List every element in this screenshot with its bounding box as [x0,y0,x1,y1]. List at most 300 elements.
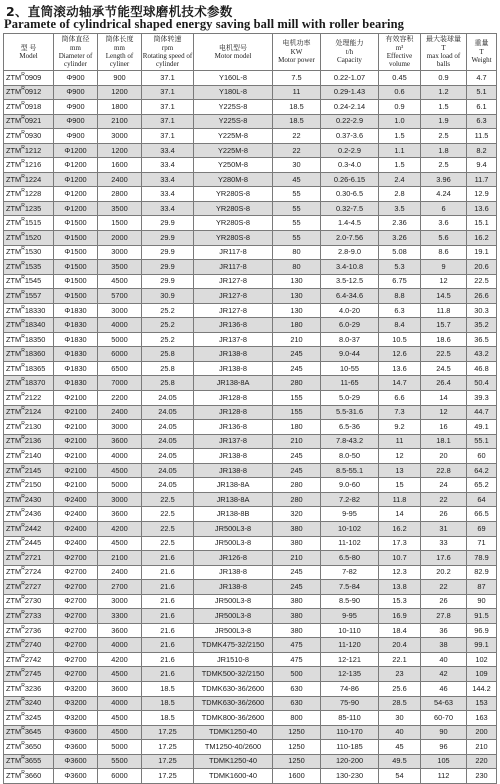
ball-load-cell: 22 [421,492,467,507]
speed-cell: 25.8 [142,376,194,391]
motor-power-cell: 280 [273,376,321,391]
table-row [4,463,497,478]
weight-cell: 9.4 [467,158,497,173]
model-superscript: R [21,479,25,486]
speed-cell: 17.25 [142,769,194,784]
column-header [273,34,321,71]
model-prefix: ZTM [6,567,22,577]
motor-model-cell: Y225S-8 [194,100,273,115]
model-prefix: ZTM [6,378,22,388]
model-prefix: ZTM [6,130,22,140]
table-row [4,449,497,464]
motor-power-cell: 475 [273,638,321,653]
length-cell: 2200 [98,391,142,406]
weight-cell: 65.2 [467,478,497,493]
table-row [4,754,497,769]
column-header-cn: 重量 [474,39,489,48]
column-header-en: Motor power [278,56,315,65]
weight-cell: 64 [467,492,497,507]
length-cell: 4000 [98,449,142,464]
model-prefix: ZTM [6,247,22,257]
ball-load-cell: 96 [421,740,467,755]
volume-cell: 2.8 [379,187,421,202]
diameter-cell: Φ1200 [54,172,98,187]
speed-cell: 25.2 [142,332,194,347]
diameter-cell: Φ1830 [54,376,98,391]
diameter-cell: Φ1830 [54,347,98,362]
capacity-cell: 6.5-80 [321,551,379,566]
ball-load-cell: 1.5 [421,100,467,115]
motor-power-cell: 380 [273,609,321,624]
model-cell [4,580,54,595]
column-header [321,34,379,71]
motor-model-cell: JR127-8 [194,303,273,318]
volume-cell: 49.5 [379,754,421,769]
table-row [4,274,497,289]
column-header-cn: 有效容积 [385,35,414,44]
volume-cell: 1.0 [379,114,421,129]
motor-model-cell: Y225M-8 [194,129,273,144]
length-cell: 3600 [98,507,142,522]
ball-load-cell: 4.24 [421,187,467,202]
motor-power-cell: 130 [273,303,321,318]
model-superscript: R [21,115,25,122]
length-cell: 3000 [98,594,142,609]
volume-cell: 12.6 [379,347,421,362]
ball-load-cell: 3.6 [421,216,467,231]
motor-model-cell: TDMK1250-40 [194,754,273,769]
diameter-cell: Φ900 [54,100,98,115]
model-superscript: R [21,275,25,282]
capacity-cell: 0.22-1.07 [321,71,379,86]
ball-load-cell: 1.2 [421,85,467,100]
volume-cell: 2.4 [379,172,421,187]
model-cell [4,289,54,304]
model-cell [4,245,54,260]
length-cell: 2100 [98,114,142,129]
model-number: 1235 [24,203,42,213]
table-row [4,696,497,711]
capacity-cell: 0.2-2.9 [321,143,379,158]
model-prefix: ZTM [6,160,22,170]
length-cell: 5000 [98,740,142,755]
volume-cell: 9.2 [379,420,421,435]
length-cell: 6000 [98,347,142,362]
length-cell: 3300 [98,609,142,624]
column-header-unit: KW [290,47,303,56]
model-number: 2122 [24,392,42,402]
ball-load-cell: 22.8 [421,463,467,478]
column-header-cn: 最大装球量 [426,35,461,44]
capacity-cell: 8.5-55.1 [321,463,379,478]
speed-cell: 25.2 [142,303,194,318]
motor-power-cell: 180 [273,318,321,333]
model-prefix: ZTM [6,669,22,679]
diameter-cell: Φ2400 [54,507,98,522]
length-cell: 4500 [98,536,142,551]
volume-cell: 13.8 [379,580,421,595]
motor-power-cell: 380 [273,594,321,609]
table-header-row [4,34,497,71]
model-superscript: R [21,377,25,384]
motor-model-cell: JR136-8 [194,318,273,333]
table-row [4,623,497,638]
length-cell: 4500 [98,667,142,682]
table-row [4,536,497,551]
title-english: Paramete of cylindrical shaped energy saving ball mill with roller bearing [4,17,404,31]
volume-cell: 8.8 [379,289,421,304]
weight-cell: 36.5 [467,332,497,347]
volume-cell: 16.2 [379,521,421,536]
diameter-cell: Φ1830 [54,303,98,318]
model-cell [4,347,54,362]
capacity-cell: 10-55 [321,361,379,376]
capacity-cell: 110-170 [321,725,379,740]
motor-power-cell: 22 [273,129,321,144]
ball-load-cell: 14.5 [421,289,467,304]
length-cell: 3600 [98,681,142,696]
volume-cell: 10.5 [379,332,421,347]
weight-cell: 210 [467,740,497,755]
model-cell [4,318,54,333]
volume-cell: 13.6 [379,361,421,376]
motor-power-cell: 130 [273,274,321,289]
column-header-en: Capacity [337,56,362,65]
model-cell [4,405,54,420]
volume-cell: 30 [379,711,421,726]
model-number: 2727 [24,581,42,591]
diameter-cell: Φ3200 [54,696,98,711]
length-cell: 5700 [98,289,142,304]
volume-cell: 23 [379,667,421,682]
length-cell: 3000 [98,303,142,318]
table-row [4,347,497,362]
speed-cell: 24.05 [142,463,194,478]
weight-cell: 82.9 [467,565,497,580]
volume-cell: 14 [379,507,421,522]
volume-cell: 28.5 [379,696,421,711]
model-cell [4,143,54,158]
motor-power-cell: 180 [273,420,321,435]
model-cell [4,420,54,435]
diameter-cell: Φ3600 [54,725,98,740]
model-prefix: ZTM [6,450,22,460]
model-cell [4,507,54,522]
model-number: 18370 [24,378,46,388]
model-cell [4,565,54,580]
capacity-cell: 7.5-84 [321,580,379,595]
diameter-cell: Φ1200 [54,201,98,216]
weight-cell: 4.7 [467,71,497,86]
diameter-cell: Φ2100 [54,391,98,406]
length-cell: 1200 [98,85,142,100]
capacity-cell: 10-110 [321,623,379,638]
model-prefix: ZTM [6,771,22,781]
column-header [54,34,98,71]
motor-model-cell: JR500L3-8 [194,594,273,609]
ball-load-cell: 1.8 [421,143,467,158]
volume-cell: 2.36 [379,216,421,231]
table-row [4,594,497,609]
model-prefix: ZTM [6,756,22,766]
model-superscript: R [21,624,25,631]
speed-cell: 22.5 [142,507,194,522]
weight-cell: 8.2 [467,143,497,158]
model-prefix: ZTM [6,538,22,548]
column-header-unit: mm [70,43,81,52]
speed-cell: 22.5 [142,492,194,507]
weight-cell: 69 [467,521,497,536]
motor-model-cell: YR280S-8 [194,216,273,231]
weight-cell: 11.5 [467,129,497,144]
weight-cell: 6.1 [467,100,497,115]
ball-load-cell: 54-63 [421,696,467,711]
length-cell: 3000 [98,245,142,260]
ball-load-cell: 20.2 [421,565,467,580]
model-cell [4,521,54,536]
motor-power-cell: 45 [273,172,321,187]
model-superscript: R [21,246,25,253]
volume-cell: 40 [379,725,421,740]
table-row [4,143,497,158]
capacity-cell: 0.37-3.6 [321,129,379,144]
length-cell: 5000 [98,332,142,347]
table-row [4,478,497,493]
length-cell: 4200 [98,652,142,667]
model-cell [4,260,54,275]
volume-cell: 6.6 [379,391,421,406]
speed-cell: 33.4 [142,172,194,187]
diameter-cell: Φ2400 [54,521,98,536]
diameter-cell: Φ1500 [54,274,98,289]
model-prefix: ZTM [6,654,22,664]
model-number: 0912 [24,87,42,97]
ball-load-cell: 5.6 [421,231,467,246]
capacity-cell: 7.2-82 [321,492,379,507]
model-prefix: ZTM [6,741,22,751]
model-superscript: R [21,260,25,267]
motor-power-cell: 155 [273,391,321,406]
model-prefix: ZTM [6,218,22,228]
table-row [4,638,497,653]
model-superscript: R [21,537,25,544]
model-number: 0921 [24,116,42,126]
motor-model-cell: TDMK1600-40 [194,769,273,784]
model-number: 18365 [24,363,46,373]
motor-model-cell: YR280S-8 [194,201,273,216]
motor-model-cell: TDMK630-36/2600 [194,696,273,711]
motor-model-cell: JR138-8 [194,449,273,464]
motor-power-cell: 245 [273,463,321,478]
motor-power-cell: 380 [273,521,321,536]
column-header-en: Rotating speed of cylinder [142,52,193,69]
model-cell [4,696,54,711]
model-prefix: ZTM [6,640,22,650]
motor-power-cell: 18.5 [273,100,321,115]
motor-model-cell: JR138-8A [194,478,273,493]
volume-cell: 5.3 [379,260,421,275]
length-cell: 2400 [98,565,142,580]
capacity-cell: 11-65 [321,376,379,391]
volume-cell: 11.8 [379,492,421,507]
ball-load-cell: 0.9 [421,71,467,86]
length-cell: 900 [98,71,142,86]
motor-power-cell: 1600 [273,769,321,784]
table-row [4,245,497,260]
speed-cell: 21.6 [142,638,194,653]
weight-cell: 220 [467,754,497,769]
motor-power-cell: 55 [273,187,321,202]
model-number: 2442 [24,523,42,533]
motor-model-cell: JR137-8 [194,434,273,449]
weight-cell: 30.3 [467,303,497,318]
motor-model-cell: Y280M-8 [194,172,273,187]
model-superscript: R [21,144,25,151]
model-cell [4,376,54,391]
motor-power-cell: 55 [273,231,321,246]
model-prefix: ZTM [6,305,22,315]
length-cell: 2100 [98,551,142,566]
diameter-cell: Φ2700 [54,609,98,624]
capacity-cell: 0.22-2.9 [321,114,379,129]
model-cell [4,158,54,173]
capacity-cell: 6.5-36 [321,420,379,435]
model-prefix: ZTM [6,392,22,402]
model-prefix: ZTM [6,436,22,446]
capacity-cell: 4.0-20 [321,303,379,318]
model-prefix: ZTM [6,232,22,242]
speed-cell: 24.05 [142,478,194,493]
weight-cell: 49.1 [467,420,497,435]
length-cell: 2800 [98,187,142,202]
ball-load-cell: 36 [421,623,467,638]
model-superscript: R [21,71,25,78]
length-cell: 1200 [98,143,142,158]
speed-cell: 25.8 [142,347,194,362]
column-header-unit: m³ [395,43,404,52]
speed-cell: 29.9 [142,231,194,246]
ball-load-cell: 112 [421,769,467,784]
model-prefix: ZTM [6,683,22,693]
capacity-cell: 8.0-50 [321,449,379,464]
motor-model-cell: JR138-8 [194,361,273,376]
column-header [194,34,273,71]
model-cell [4,100,54,115]
column-header-unit: t/h [345,47,354,56]
motor-power-cell: 55 [273,201,321,216]
model-prefix: ZTM [6,290,22,300]
diameter-cell: Φ2700 [54,638,98,653]
volume-cell: 0.45 [379,71,421,86]
weight-cell: 6.3 [467,114,497,129]
volume-cell: 10.7 [379,551,421,566]
table-row [4,711,497,726]
capacity-cell: 0.30-6.5 [321,187,379,202]
motor-model-cell: TDMK475-32/2150 [194,638,273,653]
speed-cell: 33.4 [142,187,194,202]
column-header [142,34,194,71]
diameter-cell: Φ3600 [54,769,98,784]
volume-cell: 3.5 [379,201,421,216]
length-cell: 3000 [98,492,142,507]
column-header-en: Model [19,52,38,60]
motor-power-cell: 245 [273,361,321,376]
motor-power-cell: 800 [273,711,321,726]
motor-power-cell: 155 [273,405,321,420]
motor-power-cell: 380 [273,536,321,551]
ball-load-cell: 18.1 [421,434,467,449]
column-header-unit: T [479,47,484,56]
length-cell: 3000 [98,129,142,144]
table-row [4,405,497,420]
model-number: 18360 [24,349,46,359]
speed-cell: 25.8 [142,361,194,376]
weight-cell: 16.2 [467,231,497,246]
volume-cell: 20.4 [379,638,421,653]
length-cell: 6500 [98,361,142,376]
column-header-cn: 电机型号 [219,43,247,52]
model-cell [4,536,54,551]
table-row [4,667,497,682]
speed-cell: 24.05 [142,391,194,406]
length-cell: 3600 [98,434,142,449]
model-cell [4,274,54,289]
capacity-cell: 5.5-31.6 [321,405,379,420]
volume-cell: 15.3 [379,594,421,609]
weight-cell: 71 [467,536,497,551]
column-header-en: Motor model [214,52,252,60]
diameter-cell: Φ2700 [54,580,98,595]
model-cell [4,361,54,376]
capacity-cell: 9.0-60 [321,478,379,493]
model-superscript: R [21,391,25,398]
model-superscript: R [21,202,25,209]
model-superscript: R [21,682,25,689]
speed-cell: 33.4 [142,201,194,216]
model-number: 2724 [24,567,42,577]
model-number: 2445 [24,538,42,548]
model-prefix: ZTM [6,261,22,271]
model-number: 18340 [24,320,46,330]
model-superscript: R [21,289,25,296]
speed-cell: 21.6 [142,623,194,638]
motor-model-cell: JR126-8 [194,551,273,566]
model-cell [4,652,54,667]
weight-cell: 11.7 [467,172,497,187]
model-prefix: ZTM [6,509,22,519]
speed-cell: 21.6 [142,551,194,566]
weight-cell: 64.2 [467,463,497,478]
capacity-cell: 0.29-1.43 [321,85,379,100]
ball-load-cell: 12 [421,405,467,420]
motor-model-cell: JR500L3-8 [194,521,273,536]
capacity-cell: 9-95 [321,507,379,522]
diameter-cell: Φ2700 [54,667,98,682]
model-number: 2745 [24,669,42,679]
motor-model-cell: JR137-8 [194,332,273,347]
column-header-en: Weight [471,56,492,65]
model-superscript: R [21,420,25,427]
length-cell: 6000 [98,769,142,784]
speed-cell: 24.05 [142,434,194,449]
model-number: 2124 [24,407,42,417]
length-cell: 7000 [98,376,142,391]
volume-cell: 54 [379,769,421,784]
model-superscript: R [21,173,25,180]
model-prefix: ZTM [6,712,22,722]
speed-cell: 29.9 [142,274,194,289]
diameter-cell: Φ2700 [54,565,98,580]
